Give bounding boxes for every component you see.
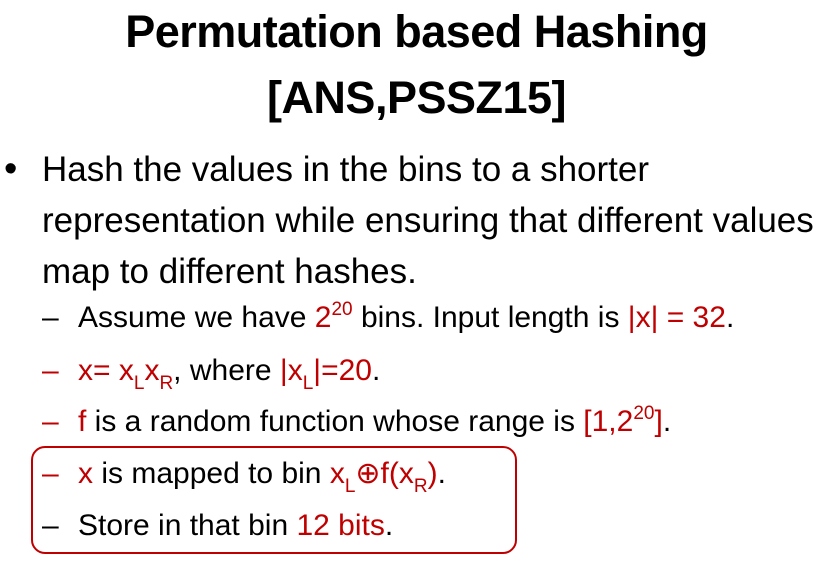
mapped-sub-r: R (413, 476, 428, 497)
mapped-text: is mapped to bin (93, 457, 330, 490)
mapped-xor-f: ⊕f(x (355, 457, 414, 490)
split-sub-r: R (159, 373, 174, 394)
dash-marker: – (42, 405, 59, 438)
mapped-sub-l: L (344, 476, 356, 497)
range-close: ] (654, 405, 663, 438)
assume-end: . (725, 301, 735, 334)
mapped-close: ) (427, 457, 438, 490)
assume-middle: bins. Input length is (352, 301, 628, 334)
dash-marker: – (42, 301, 59, 334)
subpoint-assume (42, 299, 734, 337)
subpoint-random-function (42, 403, 671, 441)
input-length: |x| = 32 (627, 301, 726, 334)
store-bits: 12 bits (296, 509, 385, 542)
split-x: x (144, 354, 160, 387)
main-bullet-text: Hash the values in the bins to a shorter representation while ensuring that different values map to different hashes. (42, 150, 814, 291)
bin-count-base: 2 (314, 301, 332, 334)
split-abs-close: |=20 (313, 354, 372, 387)
random-text: is a random function whose range is (86, 405, 584, 438)
split-sub-l: L (133, 373, 145, 394)
range-open: [1,2 (583, 405, 634, 438)
dash-marker: – (42, 509, 59, 542)
split-abs-open: |x (279, 354, 303, 387)
highlight-box (31, 446, 517, 554)
split-abs-sub: L (302, 373, 314, 394)
range-exponent: 20 (633, 403, 655, 424)
mapped-x: x (78, 457, 93, 490)
store-end: . (384, 509, 394, 542)
split-comma: , (173, 354, 182, 387)
dash-marker: – (42, 457, 59, 490)
mapped-end: . (437, 457, 446, 490)
function-f: f (78, 405, 87, 438)
slide-title-line-2: [ANS,PSSZ15] (266, 72, 567, 123)
bin-count (315, 301, 353, 334)
dash-marker: – (42, 354, 59, 387)
assume-prefix: Assume we have (78, 301, 315, 334)
bullet-marker: • (4, 148, 18, 190)
subpoint-split (42, 352, 381, 394)
slide-title-line-1: Permutation based Hashing (125, 6, 708, 57)
split-end: . (371, 354, 381, 387)
bin-count-exponent: 20 (331, 299, 353, 320)
random-end: . (662, 405, 672, 438)
split-where: where (181, 354, 280, 387)
split-x-eq: x= x (78, 354, 134, 387)
mapped-x1: x (329, 457, 345, 490)
store-text: Store in that bin (78, 509, 297, 542)
